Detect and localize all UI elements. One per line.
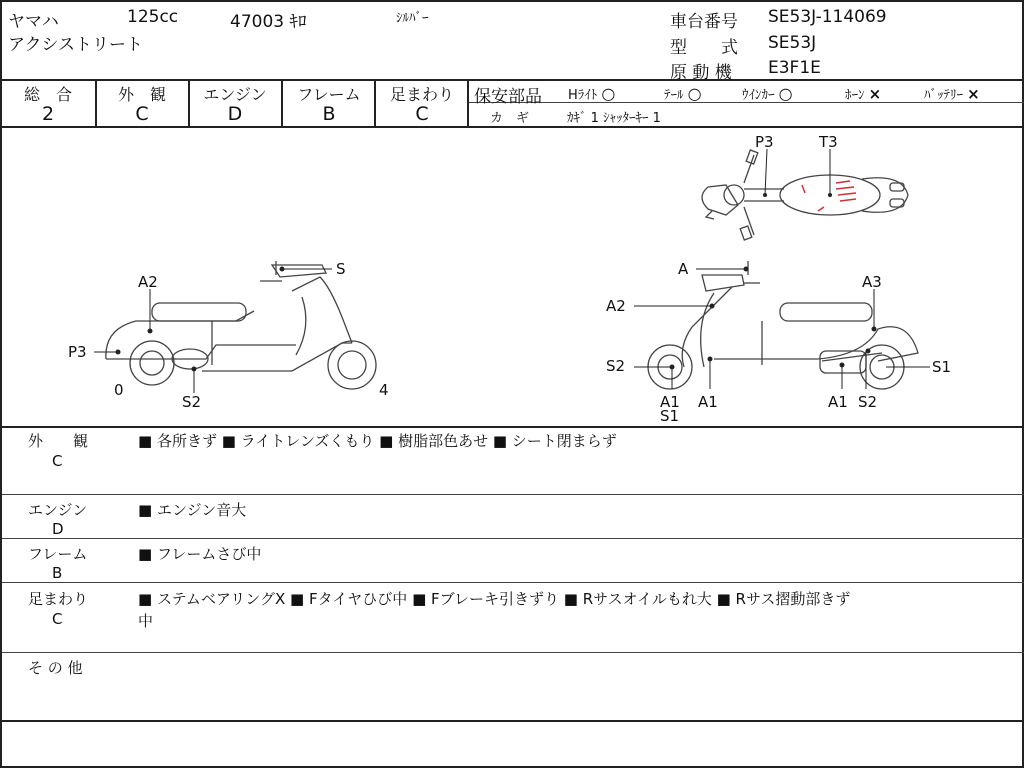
divider [2, 494, 1024, 495]
color: ｼﾙﾊﾞｰ [396, 11, 429, 26]
remark-title-other: そ の 他 [28, 659, 83, 677]
label-left-4: 4 [379, 381, 389, 399]
grade-label-overall: 総 合 [23, 85, 72, 104]
displacement: 125cc [127, 7, 179, 27]
remark-grade-frame: B [52, 564, 63, 582]
model-name: アクシストリート [8, 35, 143, 55]
remark-text-exterior: ■ 各所きず ■ ライトレンズくもり ■ 樹脂部色あせ ■ シート閉まらず [138, 432, 617, 450]
engine-value: E3F1E [768, 58, 821, 78]
key-value: ｶｷﾞ 1 ｼｬｯﾀｰｷｰ 1 [567, 111, 661, 126]
label-left-p3: P3 [68, 343, 87, 361]
label-right-s2-rear: S2 [858, 393, 878, 411]
grade-label-engine: エンジン [203, 85, 267, 104]
leader-line [765, 149, 767, 195]
label-right-a2: A2 [606, 297, 626, 315]
label-right-a1-mid: A1 [698, 393, 718, 411]
label-left-a2: A2 [138, 273, 158, 291]
grade-label-suspension: 足まわり [389, 85, 454, 104]
remark-text-suspension: ■ ステムベアリングX ■ Fタイヤひび中 ■ Fブレーキ引きずり ■ Rサスオイルもれ大 ■ Rサス摺動部きず [138, 590, 851, 608]
divider [2, 582, 1024, 583]
divider [2, 652, 1024, 653]
label-right-s1-front: S1 [660, 407, 680, 425]
mileage: 47003 ｷﾛ [230, 12, 307, 32]
engine-label: 原 動 機 [670, 63, 732, 83]
label-left-0: 0 [114, 381, 124, 399]
grade-value-suspension: C [415, 103, 429, 125]
scooter-diagram [2, 127, 1022, 427]
divider [2, 720, 1024, 722]
safety-item-headlight: Hﾗｲﾄ ○ [568, 84, 616, 103]
remark-text-suspension-cont: 中 [138, 612, 154, 630]
top-view-scooter [702, 150, 908, 240]
divider [2, 426, 1024, 428]
maker: ヤマハ [8, 12, 59, 32]
remark-text-frame: ■ フレームさび中 [138, 545, 262, 563]
label-right-s2: S2 [606, 357, 626, 375]
remark-title-frame: フレーム [28, 545, 88, 563]
label-left-s: S [336, 260, 346, 278]
remark-grade-engine: D [52, 520, 64, 538]
frame-number: SE53J-114069 [768, 7, 887, 27]
remark-grade-suspension: C [52, 610, 63, 628]
remark-grade-exterior: C [52, 452, 63, 470]
left-leaders [94, 267, 332, 393]
right-leaders [634, 267, 930, 389]
label-top-p3: P3 [755, 133, 774, 151]
label-top-t3: T3 [819, 133, 838, 151]
marker-dot [828, 193, 832, 197]
label-right-a: A [678, 260, 689, 278]
safety-item-winker: ｳｲﾝｶｰ ○ [742, 84, 793, 103]
divider [2, 79, 1024, 81]
safety-item-horn: ﾎｰﾝ × [845, 85, 882, 103]
key-label: カ ギ [490, 111, 530, 126]
grade-value-overall: 2 [41, 103, 55, 125]
safety-item-battery: ﾊﾞｯﾃﾘｰ × [924, 85, 980, 103]
remark-text-engine: ■ エンジン音大 [138, 501, 247, 519]
label-right-a3: A3 [862, 273, 882, 291]
divider [2, 538, 1024, 539]
label-left-s2: S2 [182, 393, 202, 411]
label-right-s1: S1 [932, 358, 952, 376]
safety-item-tail: ﾃｰﾙ ○ [664, 84, 702, 103]
remark-title-engine: エンジン [28, 501, 88, 519]
grade-value-frame: B [322, 103, 336, 125]
marker-dot [763, 193, 767, 197]
grade-label-exterior: 外 観 [117, 85, 166, 104]
safety-title: 保安部品 [474, 87, 542, 107]
remark-title-exterior: 外 観 [28, 432, 89, 450]
grade-value-exterior: C [135, 103, 149, 125]
remark-title-suspension: 足まわり [28, 590, 89, 608]
type-value: SE53J [768, 33, 817, 53]
label-right-a1-rear: A1 [828, 393, 848, 411]
type-label: 型 式 [670, 38, 738, 58]
label-right-a1-front: A1 [660, 393, 680, 411]
grade-value-engine: D [227, 103, 243, 125]
frame-label: 車台番号 [670, 12, 738, 32]
grade-label-frame: フレーム [297, 85, 361, 104]
